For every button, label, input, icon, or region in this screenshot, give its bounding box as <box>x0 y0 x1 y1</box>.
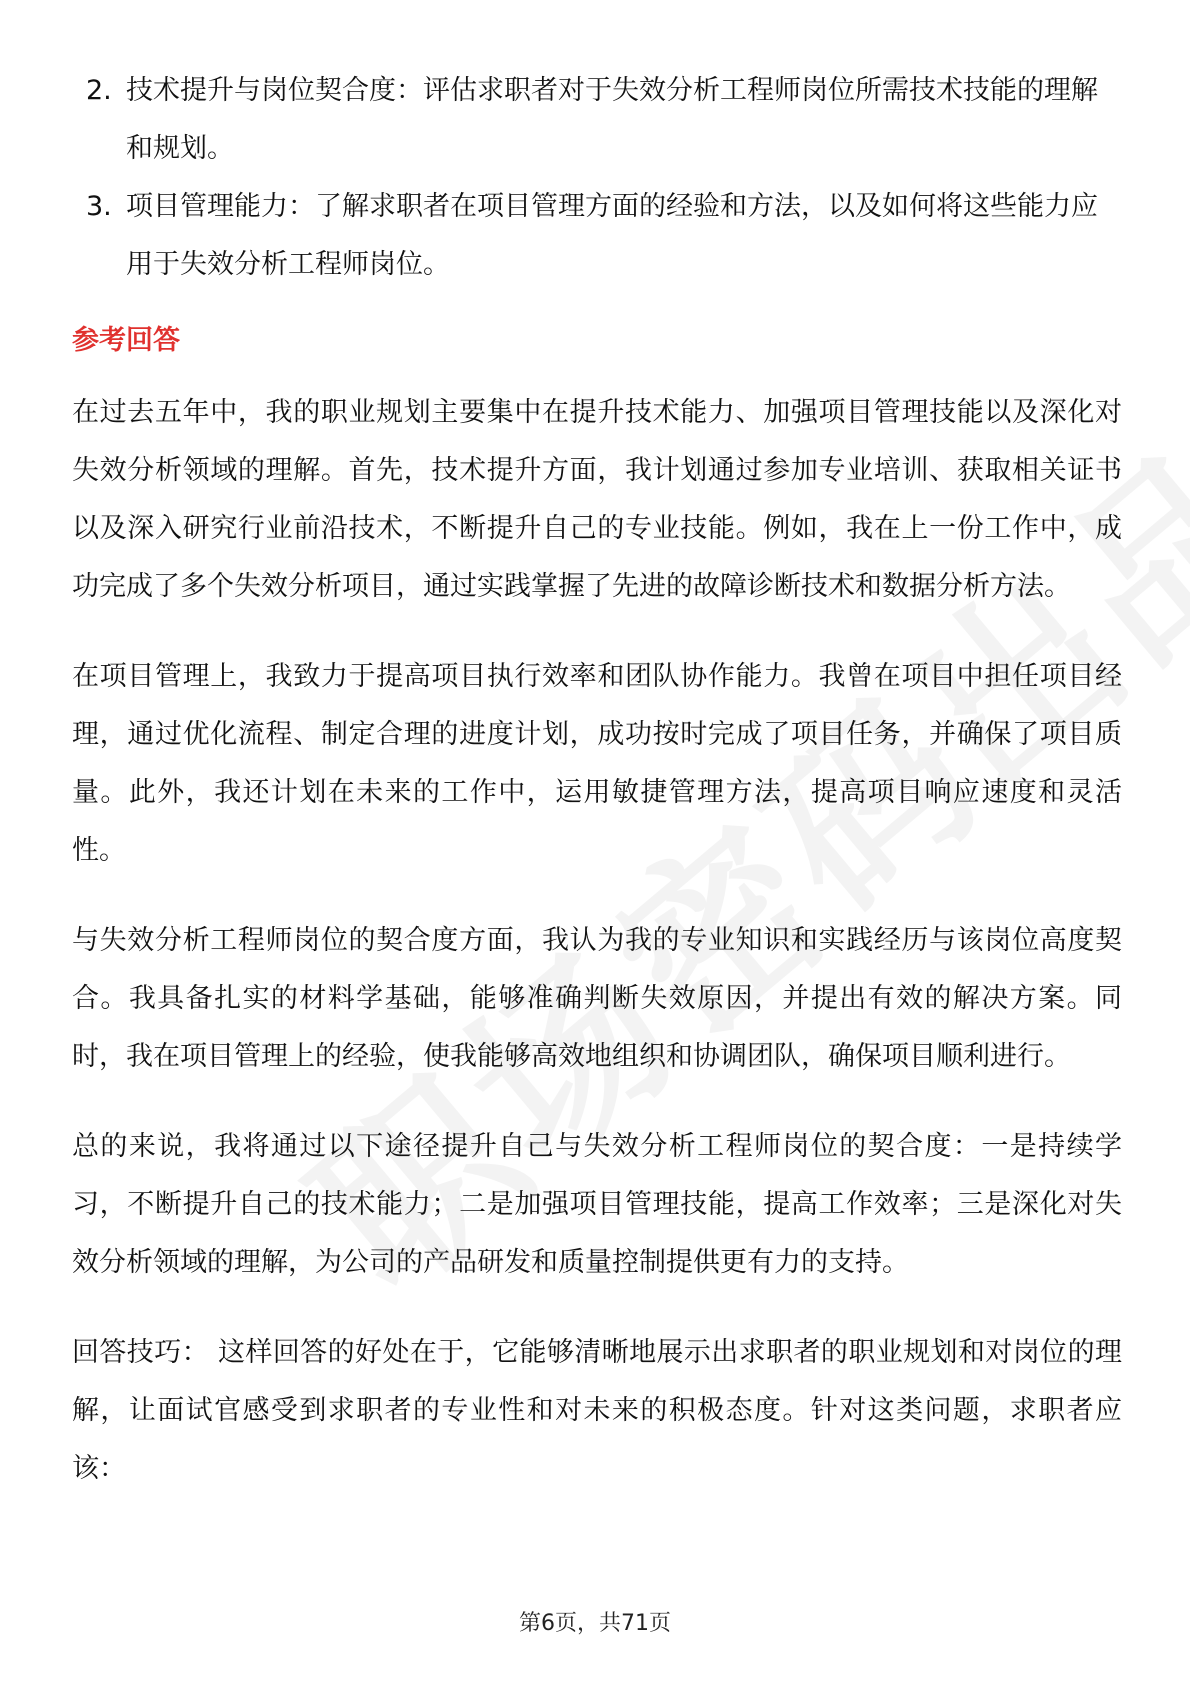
answer-paragraph: 与失效分析工程师岗位的契合度方面，我认为我的专业知识和实践经历与该岗位高度契合。我具备扎实的材料学基础，能够准确判断失效原因，并提出有效的解决方案。同时，我在项目管理上的经验，使我能够高效地组织和协调团队，确保项目顺利进行。 <box>72 925 1122 1072</box>
answer-paragraph: 总的来说，我将通过以下途径提升自己与失效分析工程师岗位的契合度：一是持续学习，不断提升自己的技术能力；二是加强项目管理技能，提高工作效率；三是深化对失效分析领域的理解，为公司的产品研发和质量控制提供更有力的支持。 <box>72 1131 1122 1278</box>
list-item-number: 2. <box>86 75 112 106</box>
list-item-text: 技术提升与岗位契合度：评估求职者对于失效分析工程师岗位所需技术技能的理解和规划。 <box>126 75 1098 164</box>
page-content <box>72 62 1122 1530</box>
question-points-list <box>72 62 1122 294</box>
list-item <box>72 178 1122 294</box>
tips-paragraph: 回答技巧： 这样回答的好处在于，它能够清晰地展示出求职者的职业规划和对岗位的理解，让面试官感受到求职者的专业性和对未来的积极态度。针对这类问题，求职者应该： <box>72 1337 1122 1484</box>
list-item <box>72 62 1122 178</box>
section-title: 参考回答 <box>72 325 180 356</box>
answer-paragraph: 在过去五年中，我的职业规划主要集中在提升技术能力、加强项目管理技能以及深化对失效分析领域的理解。首先，技术提升方面，我计划通过参加专业培训、获取相关证书以及深入研究行业前沿技术，不断提升自己的专业技能。例如，我在上一份工作中，成功完成了多个失效分析项目，通过实践掌握了先进的故障诊断技术和数据分析方法。 <box>72 397 1122 602</box>
answer-paragraph: 在项目管理上，我致力于提高项目执行效率和团队协作能力。我曾在项目中担任项目经理，通过优化流程、制定合理的进度计划，成功按时完成了项目任务，并确保了项目质量。此外，我还计划在未来的工作中，运用敏捷管理方法，提高项目响应速度和灵活性。 <box>72 661 1122 866</box>
list-item-text: 项目管理能力：了解求职者在项目管理方面的经验和方法，以及如何将这些能力应用于失效分析工程师岗位。 <box>126 191 1098 280</box>
list-item-number: 3. <box>86 191 112 222</box>
page-number-footer: 第6页，共71页 <box>519 1611 671 1636</box>
